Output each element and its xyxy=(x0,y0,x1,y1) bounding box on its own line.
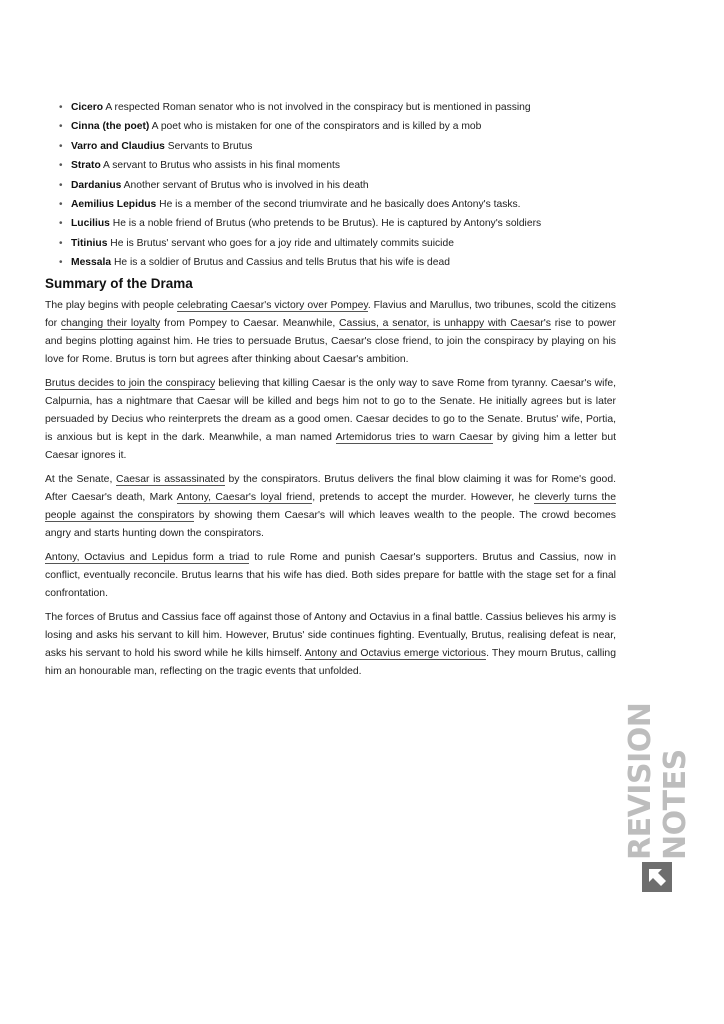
character-name: Cicero xyxy=(71,102,104,113)
underlined-phrase: Brutus decides to join the conspiracy xyxy=(45,377,216,389)
character-name: Strato xyxy=(71,160,101,172)
bullet-icon: • xyxy=(59,218,63,230)
arrow-up-left-icon xyxy=(642,862,672,892)
list-item xyxy=(59,156,616,175)
underlined-phrase: Artemidorus tries to warn Caesar xyxy=(335,431,493,443)
revision-notes-label: REVISION NOTES xyxy=(623,702,693,860)
underlined-phrase: cleverly turns the people against the conspirators xyxy=(45,491,616,521)
underlined-phrase: changing their loyalty xyxy=(60,317,161,329)
character-name: Titinius xyxy=(71,237,108,249)
character-name: Messala xyxy=(71,257,112,269)
revision-notes-tab xyxy=(623,660,693,892)
bullet-icon: • xyxy=(59,199,63,211)
character-desc: Servants to Brutus xyxy=(167,140,253,152)
character-name: Varro and Claudius xyxy=(71,140,165,152)
character-desc: A servant to Brutus who assists in his final moments xyxy=(103,160,340,172)
summary-paragraph-1: The play begins with people celebrating Caesar's victory over Pompey. Flavius and Marullus, two tribunes, scold the citizens for changing their loyalty from Pompey to Caesar. Meanwhile, Cassius, a senator, is unhappy with Caesar's rise to power and begins plotting against him. He tries to persuade Brutus, Caesar's close friend, to join the conspiracy by playing on his love for Rome. Brutus is torn but agrees after thinking about Caesar's ambition. xyxy=(45,299,617,365)
summary-paragraph-3: At the Senate, Caesar is assassinated by the conspirators. Brutus delivers the final blow claiming it was for Rome's good. After Caesar's death, Mark Antony, Caesar's loyal friend, pretends to accept the murder. However, he cleverly turns the people against the conspirators by showing them Caesar's will which leaves wealth to the people. The crowd becomes angry and starts hunting down the conspirators. xyxy=(45,473,616,539)
summary-paragraph-4: Antony, Octavius and Lepidus form a triad to rule Rome and punish Caesar's supporters. Brutus and Cassius, now in conflict, eventually reconcile. Brutus learns that his wife has died. Both sides prepare for battle with the stage set for a final confrontation. xyxy=(45,551,616,599)
underlined-phrase: Cassius, a senator, is unhappy with Caesar's xyxy=(339,317,551,329)
character-name: Lucilius xyxy=(71,218,110,230)
underlined-phrase: Antony, Caesar's loyal friend xyxy=(176,491,313,503)
list-item xyxy=(59,214,616,233)
character-name: Cinna (the poet) xyxy=(71,121,150,133)
character-desc: He is a soldier of Brutus and Cassius and tells Brutus that his wife is dead xyxy=(113,257,450,269)
character-desc: He is a noble friend of Brutus (who pretends to be Brutus). He is captured by Antony's soldiers xyxy=(112,218,542,230)
list-item xyxy=(59,253,616,272)
character-name: Dardanius xyxy=(71,179,122,191)
summary-paragraph-5: The forces of Brutus and Cassius face off against those of Antony and Octavius in a final battle. Cassius believes his army is losing and asks his servant to kill him. However, Brutus' side continues fighting. Eventually, Brutus, realising defeat is near, asks his servant to hold his sword while he kills himself. Antony and Octavius emerge victorious. They mourn Brutus, calling him an honourable man, reflecting on the tragic events that unfolded. xyxy=(45,611,617,677)
bullet-icon: • xyxy=(59,237,63,249)
character-desc: He is Brutus' servant who goes for a joy ride and ultimately commits suicide xyxy=(110,237,454,249)
bullet-icon: • xyxy=(59,257,63,269)
summary-paragraph-2: Brutus decides to join the conspiracy believing that killing Caesar is the only way to save Rome from tyranny. Caesar's wife, Calpurnia, has a nightmare that Caesar will be killed and begs him not to go to the Senate. He initially agrees but is later persuaded by Decius who reinterprets the dream as a good omen. Caesar decides to go to the Senate. Brutus' wife, Portia, is anxious but is kept in the dark. Meanwhile, a man named Artemidorus tries to warn Caesar by giving him a letter but Caesar ignores it. xyxy=(45,377,617,461)
bullet-icon: • xyxy=(59,102,63,113)
bullet-icon: • xyxy=(59,160,63,172)
underlined-phrase: Antony and Octavius emerge victorious xyxy=(304,647,487,659)
bullet-icon: • xyxy=(59,140,63,152)
list-item xyxy=(59,117,616,136)
underlined-phrase: Caesar is assassinated xyxy=(115,473,225,485)
page-content xyxy=(45,98,616,687)
bullet-icon: • xyxy=(59,121,63,133)
list-item xyxy=(59,176,616,195)
summary-heading: Summary of the Drama xyxy=(45,275,193,291)
character-desc: A respected Roman senator who is not involved in the conspiracy but is mentioned in passing xyxy=(105,102,531,113)
character-desc: Another servant of Brutus who is involved in his death xyxy=(123,179,369,191)
underlined-phrase: celebrating Caesar's victory over Pompey xyxy=(176,299,368,311)
character-list xyxy=(45,98,616,273)
character-name: Aemilius Lepidus xyxy=(71,199,157,211)
character-desc: He is a member of the second triumvirate and he basically does Antony's tasks. xyxy=(159,199,521,211)
bullet-icon: • xyxy=(59,179,63,191)
underlined-phrase: Antony, Octavius and Lepidus form a triad xyxy=(45,551,250,563)
list-item xyxy=(59,137,616,156)
list-item xyxy=(59,195,616,214)
character-desc: A poet who is mistaken for one of the conspirators and is killed by a mob xyxy=(151,121,482,133)
list-item xyxy=(59,234,616,253)
list-item xyxy=(59,98,616,117)
